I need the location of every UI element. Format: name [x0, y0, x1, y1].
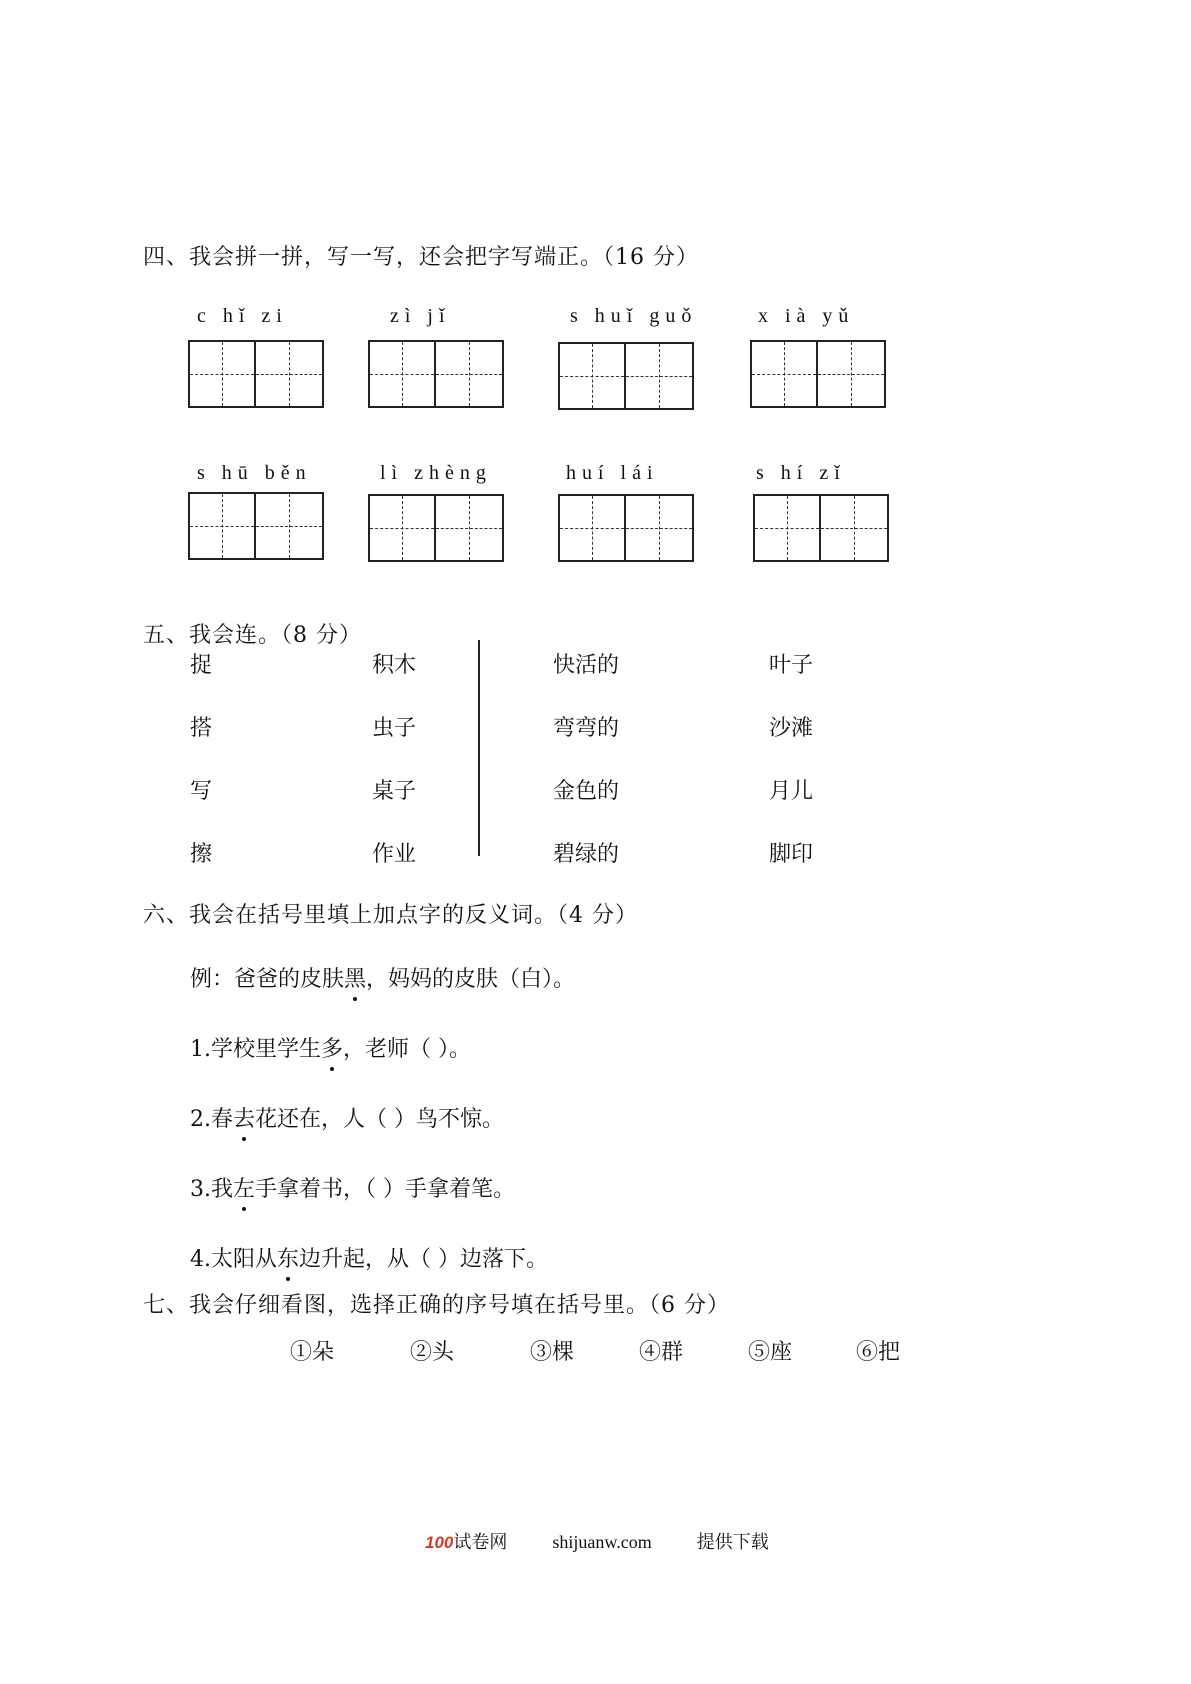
adjective-word[interactable]: 弯弯的 — [553, 716, 620, 741]
verb-word[interactable]: 写 — [190, 779, 213, 804]
pinyin-8: s hí zǐ — [756, 462, 846, 484]
option-item[interactable]: ④群 — [639, 1340, 684, 1365]
example-text-a: 例：爸爸的皮肤 — [190, 967, 345, 992]
pinyin-2: zì jǐ — [390, 305, 451, 327]
pinyin-7: huí lái — [566, 462, 659, 484]
site-logo: 100 — [425, 1533, 454, 1552]
question-text-b[interactable]: ，老师（ ）。 — [343, 1037, 472, 1062]
option-item[interactable]: ③棵 — [530, 1340, 575, 1365]
writing-grid[interactable] — [753, 494, 889, 562]
footer — [425, 1528, 769, 1554]
question-text-b[interactable]: 花还在，人（ ）鸟不惊。 — [255, 1107, 505, 1132]
dotted-char: 左 — [233, 1172, 255, 1203]
pinyin-4: x ià yǔ — [758, 305, 855, 327]
writing-grid[interactable] — [558, 494, 694, 562]
dotted-char: 去 — [233, 1102, 255, 1133]
pinyin-6: lì zhèng — [380, 462, 492, 484]
dotted-char: 多 — [321, 1032, 343, 1063]
section4-heading: 四、我会拼一拼，写一写，还会把字写端正。（16 分） — [143, 245, 699, 270]
example-text-b: ，妈妈的皮肤（白）。 — [366, 967, 576, 992]
question-text-b[interactable]: 边升起，从（ ）边落下。 — [299, 1247, 549, 1272]
column-divider — [478, 640, 480, 856]
pinyin-3: s huǐ guǒ — [570, 305, 698, 327]
section6-heading: 六、我会在括号里填上加点字的反义词。（4 分） — [143, 903, 638, 928]
question-text-a: 4.太阳从 — [190, 1247, 277, 1272]
writing-grid[interactable] — [368, 340, 504, 408]
verb-word[interactable]: 搭 — [190, 716, 213, 741]
verb-word[interactable]: 捉 — [190, 653, 213, 678]
question-4[interactable] — [190, 1242, 548, 1273]
dotted-char: 东 — [277, 1242, 299, 1273]
adjective-word[interactable]: 碧绿的 — [553, 842, 620, 867]
section5-heading: 五、我会连。（8 分） — [143, 623, 362, 648]
noun-word[interactable]: 月儿 — [769, 779, 814, 804]
writing-grid[interactable] — [188, 492, 324, 560]
question-text-a: 2.春 — [190, 1107, 233, 1132]
option-item[interactable]: ⑥把 — [856, 1340, 901, 1365]
noun-word[interactable]: 积木 — [372, 653, 417, 678]
writing-grid[interactable] — [750, 340, 886, 408]
question-3[interactable] — [190, 1172, 515, 1203]
question-2[interactable] — [190, 1102, 504, 1133]
example-sentence — [190, 962, 575, 993]
question-text-a: 1.学校里学生 — [190, 1037, 321, 1062]
writing-grid[interactable] — [188, 340, 324, 408]
dotted-char: 黑 — [344, 962, 366, 993]
verb-word[interactable]: 擦 — [190, 842, 213, 867]
pinyin-1: c hǐ zi — [197, 305, 288, 327]
option-item[interactable]: ②头 — [410, 1340, 455, 1365]
question-1[interactable] — [190, 1032, 471, 1063]
question-text-a: 3.我 — [190, 1177, 233, 1202]
site-name: 试卷网 — [453, 1532, 508, 1552]
section7-heading: 七、我会仔细看图，选择正确的序号填在括号里。（6 分） — [143, 1293, 730, 1318]
writing-grid[interactable] — [368, 494, 504, 562]
adjective-word[interactable]: 金色的 — [553, 779, 620, 804]
noun-word[interactable]: 沙滩 — [769, 716, 814, 741]
noun-word[interactable]: 脚印 — [769, 842, 814, 867]
pinyin-5: s hū běn — [197, 462, 312, 484]
option-item[interactable]: ⑤座 — [748, 1340, 793, 1365]
option-item[interactable]: ①朵 — [290, 1340, 335, 1365]
download-note: 提供下载 — [696, 1532, 769, 1552]
noun-word[interactable]: 叶子 — [769, 653, 814, 678]
noun-word[interactable]: 虫子 — [372, 716, 417, 741]
site-url[interactable]: shijuanw.com — [552, 1532, 652, 1552]
noun-word[interactable]: 作业 — [372, 842, 417, 867]
noun-word[interactable]: 桌子 — [372, 779, 417, 804]
adjective-word[interactable]: 快活的 — [553, 653, 620, 678]
question-text-b[interactable]: 手拿着书，（ ）手拿着笔。 — [255, 1177, 516, 1202]
writing-grid[interactable] — [558, 342, 694, 410]
